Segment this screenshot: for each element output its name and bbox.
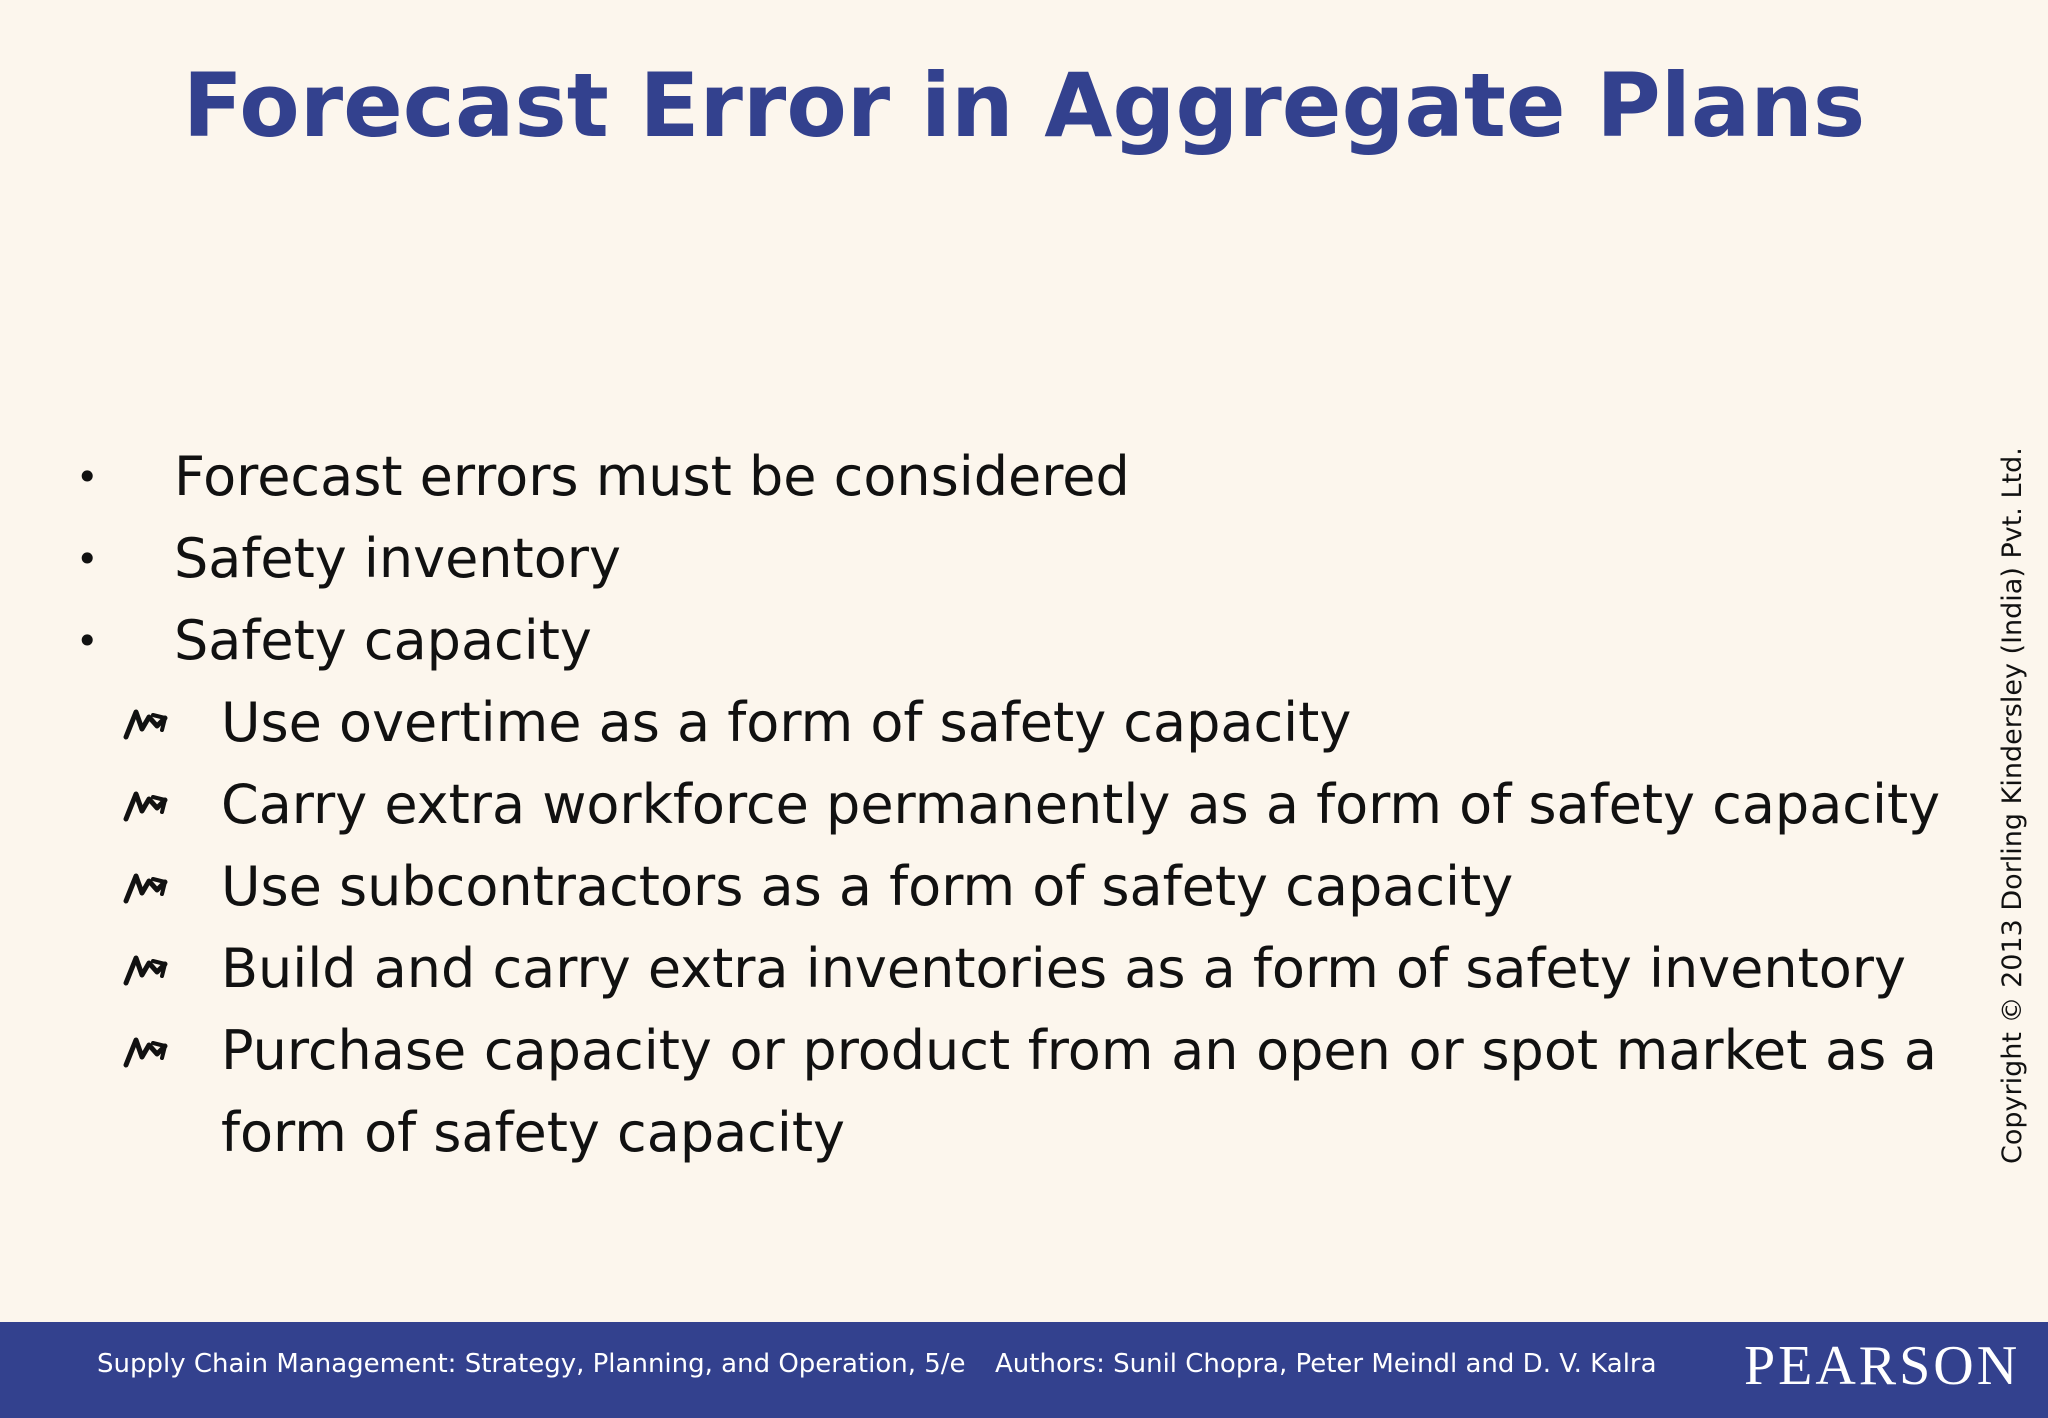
footer-book-title: Supply Chain Management: Strategy, Planning, and Operation, 5/e xyxy=(97,1349,966,1379)
bullet-text: Safety capacity xyxy=(174,609,592,672)
bullet-item xyxy=(0,518,1960,600)
sub-bullet-text: Purchase capacity or product from an open or spot market as a form of safety capacity xyxy=(221,1019,1937,1164)
bullet-text: Safety inventory xyxy=(174,527,621,590)
sub-bullet-item xyxy=(0,1010,1960,1174)
bullet-text: Forecast errors must be considered xyxy=(174,445,1130,508)
sub-bullet-text: Use subcontractors as a form of safety capacity xyxy=(221,855,1514,918)
scribble-arrow-icon xyxy=(122,870,168,904)
sub-bullet-item xyxy=(0,846,1960,928)
bullet-list xyxy=(0,436,1960,1174)
footer-authors: Authors: Sunil Chopra, Peter Meindl and D. V. Kalra xyxy=(995,1349,1657,1379)
sub-bullet-item xyxy=(0,928,1960,1010)
scribble-arrow-icon xyxy=(122,1034,168,1068)
bullet-dot-icon: • xyxy=(76,455,99,499)
sub-bullet-text: Build and carry extra inventories as a form of safety inventory xyxy=(221,937,1906,1000)
scribble-arrow-icon xyxy=(122,788,168,822)
footer-bar xyxy=(0,1322,2048,1418)
sub-bullet-item xyxy=(0,764,1960,846)
scribble-arrow-icon xyxy=(122,952,168,986)
bullet-item xyxy=(0,436,1960,518)
bullet-dot-icon: • xyxy=(76,537,99,581)
scribble-arrow-icon xyxy=(122,706,168,740)
copyright-notice: Copyright © 2013 Dorling Kindersley (India) Pvt. Ltd. xyxy=(1997,447,2028,1164)
bullet-dot-icon: • xyxy=(76,619,99,663)
slide-title: Forecast Error in Aggregate Plans xyxy=(182,54,1866,157)
sub-bullet-text: Carry extra workforce permanently as a form of safety capacity xyxy=(221,773,1941,836)
pearson-logo: PEARSON xyxy=(1744,1335,2021,1397)
sub-bullet-text: Use overtime as a form of safety capacity xyxy=(221,691,1352,754)
bullet-item xyxy=(0,600,1960,682)
sub-bullet-item xyxy=(0,682,1960,764)
